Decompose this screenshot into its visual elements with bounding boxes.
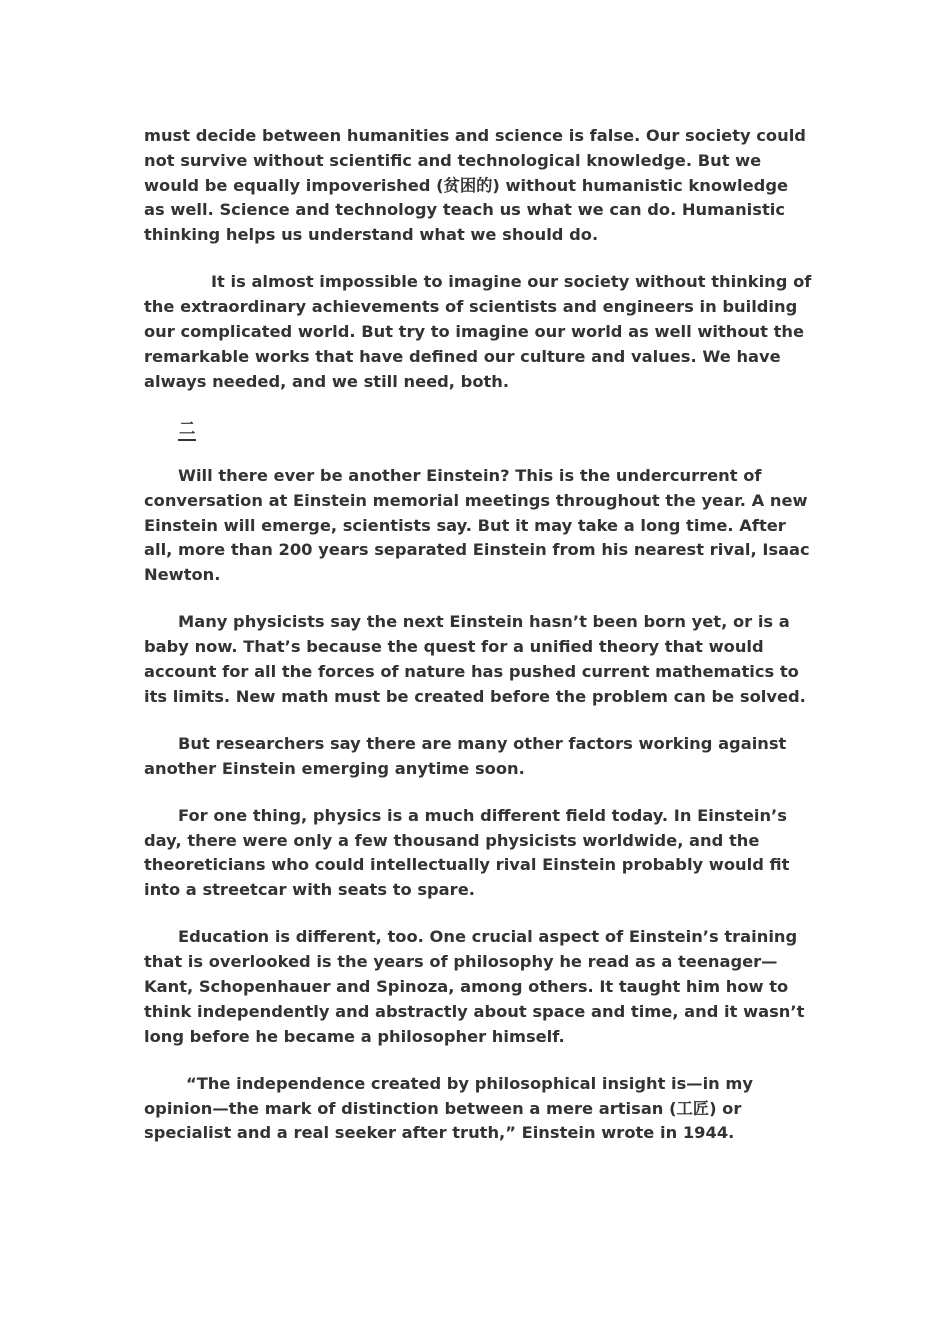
paragraph-humanities-science: must decide between humanities and science is false. Our society could not survive without scientific and technological knowledge. But we would be equally impoverished (贫困的) without humanistic knowledge as well. Science and technology teach us what we can do. Humanistic thinking helps us understand what we should do. <box>144 126 806 245</box>
paragraph-other-factors: But researchers say there are many other factors working against another Einstein emerging anytime soon. <box>144 733 787 778</box>
paragraph-physics-different: For one thing, physics is a much different field today. In Einstein’s day, there were only a few thousand physicists worldwide, and the theoreticians who could intellectually rival Einstein probably would fit into a streetcar with seats to spare. <box>144 805 790 900</box>
section-marker-text: 二 <box>178 419 196 441</box>
paragraph-education-different: Education is different, too. One crucial aspect of Einstein’s training that is overlooked is the years of philosophy he read as a teenager—Kant, Schopenhauer and Spinoza, among others. It taught him how to think independently and abstractly about space and time, and it wasn’t long before he became a philosopher himself. <box>144 927 805 1046</box>
paragraph-einstein-quote: “The independence created by philosophical insight is—in my opinion—the mark of distinction between a mere artisan (工匠) or specialist and a real seeker after truth,” Einstein wrote in 1944. <box>144 1073 753 1143</box>
document-page <box>144 124 812 1169</box>
paragraph-imagine-society: It is almost impossible to imagine our society without thinking of the extraordinary achievements of scientists and engineers in building our complicated world. But try to imagine our world as well without the remarkable works that have defined our culture and values. We have always needed, and we still need, both. <box>144 272 812 391</box>
section-marker <box>144 417 812 442</box>
paragraph-next-einstein: Many physicists say the next Einstein hasn’t been born yet, or is a baby now. That’s because the quest for a unified theory that would account for all the forces of nature has pushed current mathematics to its limits. New math must be created before the problem can be solved. <box>144 612 806 706</box>
paragraph-another-einstein: Will there ever be another Einstein? This is the undercurrent of conversation at Einstein memorial meetings throughout the year. A new Einstein will emerge, scientists say. But it may take a long time. After all, more than 200 years separated Einstein from his nearest rival, Isaac Newton. <box>144 465 810 585</box>
